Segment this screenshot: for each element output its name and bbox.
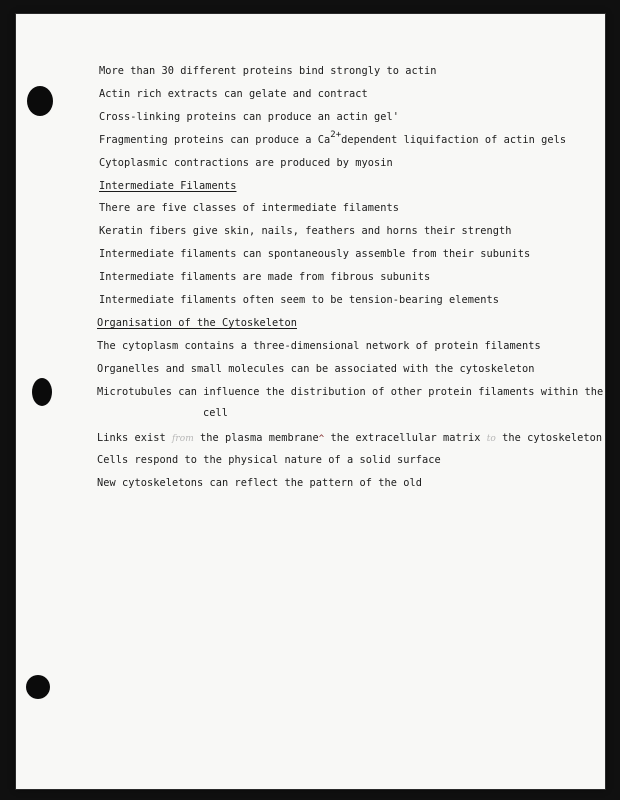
text-line-18: Cells respond to the physical nature of a solid surface	[97, 454, 441, 466]
text-line-4-pre: Fragmenting proteins can produce a Ca	[99, 134, 331, 146]
text-line-links	[97, 432, 602, 444]
handwritten-to: to	[486, 434, 496, 444]
handwritten-caret: ^	[318, 434, 325, 444]
section-heading-intermediate-filaments: Intermediate Filaments	[99, 180, 237, 192]
text-line-11: Intermediate filaments often seem to be tension-bearing elements	[99, 294, 499, 306]
binder-hole-top	[27, 86, 53, 116]
handwritten-from: from	[172, 434, 194, 444]
binder-hole-bottom	[26, 675, 50, 699]
text-line-15-continued: cell	[203, 407, 228, 419]
document-page	[16, 14, 605, 789]
links-part-d: the cytoskeleton	[502, 432, 603, 444]
text-line-10: Intermediate filaments are made from fibrous subunits	[99, 271, 431, 283]
text-line-15: Microtubules can influence the distribution of other protein filaments within the	[97, 386, 604, 398]
text-line-1: More than 30 different proteins bind strongly to actin	[99, 65, 437, 77]
links-part-c: the extracellular matrix	[330, 432, 481, 444]
text-line-8: Keratin fibers give skin, nails, feathers and horns their strength	[99, 225, 512, 237]
text-line-19: New cytoskeletons can reflect the pattern of the old	[97, 477, 422, 489]
binder-hole-middle	[32, 378, 52, 406]
text-line-3: Cross-linking proteins can produce an actin gel'	[99, 111, 399, 123]
calcium-superscript: 2+	[330, 130, 342, 140]
text-line-4-post: dependent liquifaction of actin gels	[341, 134, 567, 146]
text-line-14: Organelles and small molecules can be associated with the cytoskeleton	[97, 363, 535, 375]
text-line-13: The cytoplasm contains a three-dimensional network of protein filaments	[97, 340, 541, 352]
text-line-5: Cytoplasmic contractions are produced by myosin	[99, 157, 393, 169]
text-line-2: Actin rich extracts can gelate and contract	[99, 88, 368, 100]
text-line-4	[99, 130, 567, 146]
section-heading-organisation: Organisation of the Cytoskeleton	[97, 317, 297, 329]
text-line-7: There are five classes of intermediate filaments	[99, 202, 399, 214]
links-part-a: Links exist	[97, 432, 166, 444]
links-part-b: the plasma membrane	[200, 432, 319, 444]
text-line-9: Intermediate filaments can spontaneously assemble from their subunits	[99, 248, 531, 260]
